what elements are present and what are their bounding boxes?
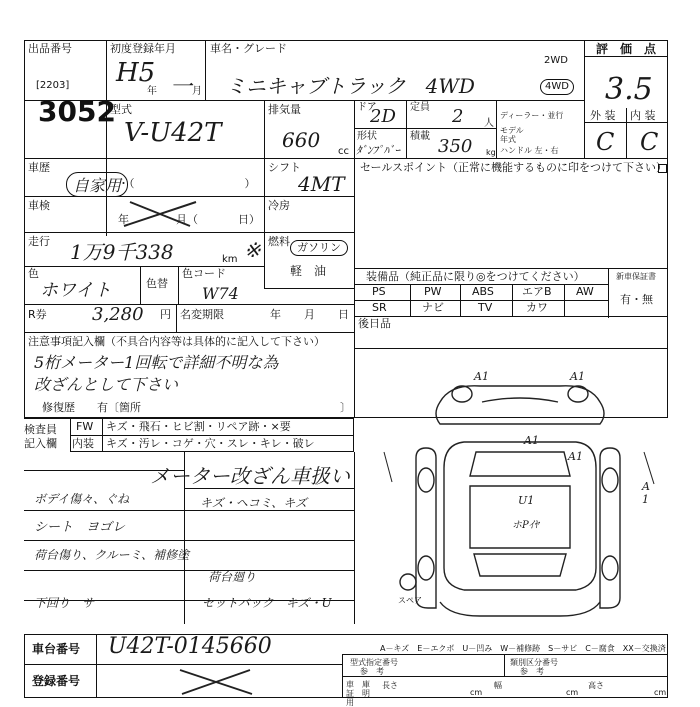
length-unit: cm <box>470 688 483 697</box>
deadline-label: 名変期限 <box>180 308 224 321</box>
equip-abs: ABS <box>472 285 494 298</box>
dealer-label: ディーラー・並行 <box>500 111 564 120</box>
capacity-value: 2 <box>452 106 464 127</box>
damage-a1-top: A1 <box>524 434 539 447</box>
height-unit: cm <box>654 688 667 697</box>
mileage-unit: km <box>222 254 238 265</box>
load-unit: kg <box>486 148 496 157</box>
sales-point-box-icon <box>658 164 667 173</box>
inspection-label: 車検 <box>28 199 50 212</box>
deadline-year: 年 <box>270 308 281 321</box>
inspection-year: 年 <box>118 213 129 226</box>
equip-ps: PS <box>372 285 386 298</box>
color-value: ホワイト <box>40 280 112 301</box>
doors-label: ドア <box>357 102 377 113</box>
color-changed-label: 色替 <box>146 277 168 290</box>
remarks-dent: キズ・ヘコミ、キズ <box>200 496 308 510</box>
score-value: 3.5 <box>605 72 653 107</box>
model-label: 型式 <box>110 103 132 116</box>
load-label: 積載 <box>410 131 430 142</box>
history-suffix: ・（ ） <box>118 177 256 190</box>
shape-value: ﾀﾞﾝﾌﾟﾊﾞｰ <box>356 144 400 157</box>
remarks-setback: セットバック キズ・U <box>202 596 332 610</box>
height-label: 高さ <box>588 681 604 690</box>
displacement-label: 排気量 <box>268 103 301 116</box>
fuel-label: 燃料 <box>268 235 290 248</box>
damage-p-mark: ホPｲﾔ <box>512 520 539 531</box>
warranty-label: 新車保証書 <box>616 272 656 281</box>
drive-2wd: 2WD <box>544 55 568 66</box>
first-reg-year-suffix: 年 <box>147 86 157 97</box>
repair-close: 〕 <box>340 401 351 414</box>
recycle-value: 3,280 <box>92 304 144 325</box>
aircon-label: 冷房 <box>268 199 290 212</box>
class-ref: 参 考 <box>520 667 544 676</box>
chassis-label: 車台番号 <box>32 642 81 656</box>
inspector-label-1: 検査員 <box>24 423 57 436</box>
damage-u-mark: U1 <box>518 494 535 507</box>
shift-value: 4MT <box>298 172 345 196</box>
repair-label: 修復歴 有〔箇所 <box>42 401 141 414</box>
exterior-value: C <box>596 128 615 156</box>
damage-a1-right: A1 <box>570 370 585 383</box>
remarks-main: メーター改ざん車扱い <box>150 464 350 488</box>
remarks-body: ボデイ傷々、ぐね <box>34 492 130 506</box>
recycle-label: R券 <box>28 308 47 321</box>
inspector-interior: 内装 <box>72 437 94 450</box>
lot-no-label: 出品番号 <box>28 42 72 55</box>
damage-legend: A－キズ E－エクボ U－凹み W－補修跡 S－サビ C－腐食 XX－交換済 <box>380 644 666 653</box>
model-value: V-U42T <box>124 118 222 148</box>
reg-label: 登録番号 <box>32 674 81 688</box>
fuel-diesel: 軽 油 <box>290 264 327 278</box>
damage-a1-side: A 1 <box>642 480 650 506</box>
lot-number: 3052 <box>38 95 116 128</box>
fuel-gasoline: ガソリン <box>290 240 348 256</box>
damage-a1-mid: A1 <box>568 450 583 463</box>
name-grade-value: ミニキャブトラック 4WD <box>226 74 475 98</box>
notes-label: 注意事項記入欄（不具合内容等は具体的に記入して下さい） <box>28 335 325 348</box>
inspection-month: 月（ <box>176 213 198 226</box>
mileage-mark: ※ <box>244 238 261 262</box>
inspector-fw-items: キズ・飛石・ヒビ割・リペア跡・×要 <box>106 420 291 433</box>
notes-line2: 改ざんとして下さい <box>34 375 179 394</box>
equip-leather: カワ <box>526 301 548 314</box>
inspector-fw: FW <box>76 420 94 433</box>
drive-4wd: 4WD <box>540 79 574 95</box>
spare-label: スペア <box>398 596 422 605</box>
sales-point-label: セールスポイント（正常に機能するものに印をつけて下さい） <box>360 161 668 174</box>
color-code-label: 色コード <box>182 267 226 280</box>
model-year-label: モデル年式 <box>500 126 524 144</box>
remarks-seat: シート ヨゴレ <box>34 520 126 535</box>
color-code-value: W74 <box>202 284 239 303</box>
shape-label: 形状 <box>357 131 377 142</box>
inspector-interior-items: キズ・汚レ・コゲ・穴・スレ・キレ・破レ <box>106 437 315 450</box>
width-label: 幅 <box>494 681 502 690</box>
equip-sr: SR <box>372 301 387 314</box>
name-grade-label: 車名・グレード <box>210 42 287 55</box>
equip-airbag: エアB <box>522 285 552 298</box>
capacity-unit: 人 <box>484 118 494 129</box>
inspection-day: 日） <box>238 213 260 226</box>
length-label: 長さ <box>382 681 398 690</box>
remarks-under: 下回り サ <box>34 596 95 610</box>
first-reg-value: H5 <box>116 58 156 88</box>
equip-tv: TV <box>478 301 493 314</box>
lot-code: [2203] <box>36 80 70 91</box>
mileage-label: 走行 <box>28 235 50 248</box>
damage-a1-left: A1 <box>474 370 489 383</box>
type-cert-label: 型式指定番号 <box>350 658 398 667</box>
remarks-bed-around: 荷台廻り <box>208 570 257 584</box>
rear-items-label: 後日品 <box>358 317 391 330</box>
equip-pw: PW <box>424 285 442 298</box>
class-label: 類別区分番号 <box>510 658 558 667</box>
displacement-value: 660 <box>282 128 321 152</box>
chassis-value: U42T-0145660 <box>108 634 272 659</box>
deadline-month: 月 <box>304 308 315 321</box>
handle-label: ハンドル 左・右 <box>500 146 559 155</box>
shift-label: シフト <box>268 161 301 174</box>
score-label: 評 価 点 <box>596 42 657 56</box>
equip-navi: ナビ <box>422 301 444 314</box>
width-unit: cm <box>566 688 579 697</box>
history-value: 自家用 <box>66 172 128 197</box>
history-label: 車歴 <box>28 161 50 174</box>
capacity-label: 定員 <box>410 102 430 113</box>
equip-aw: AW <box>576 285 594 298</box>
first-reg-month-value: 一 <box>170 75 193 100</box>
equipment-label: 装備品（純正品に限り◎をつけてください） <box>366 270 585 283</box>
garage-cert-label: 車 庫 証 明 用 <box>346 680 378 707</box>
displacement-unit: cc <box>338 146 349 157</box>
first-reg-month-suffix: 月 <box>192 86 202 97</box>
interior-label: 内 装 <box>630 109 656 122</box>
notes-line1: 5桁メーター1回転で詳細不明な為 <box>34 353 279 372</box>
exterior-label: 外 装 <box>590 109 616 122</box>
interior-value: C <box>640 128 659 156</box>
mileage-value: 1万9千338 <box>70 240 174 264</box>
deadline-day: 日 <box>338 308 349 321</box>
warranty-value: 有・無 <box>620 293 653 306</box>
doors-value: 2D <box>370 106 396 127</box>
remarks-bed: 荷台傷り、クルーミ、補修塗 <box>34 548 190 562</box>
load-value: 350 <box>438 136 473 157</box>
first-reg-label: 初度登録年月 <box>110 42 176 55</box>
recycle-unit: 円 <box>160 308 171 321</box>
inspector-label-2: 記入欄 <box>24 437 57 450</box>
inspection-crossout-mark <box>120 196 200 232</box>
type-cert-ref: 参 考 <box>360 667 384 676</box>
reg-crossout-mark <box>176 664 256 698</box>
color-label: 色 <box>28 267 39 280</box>
